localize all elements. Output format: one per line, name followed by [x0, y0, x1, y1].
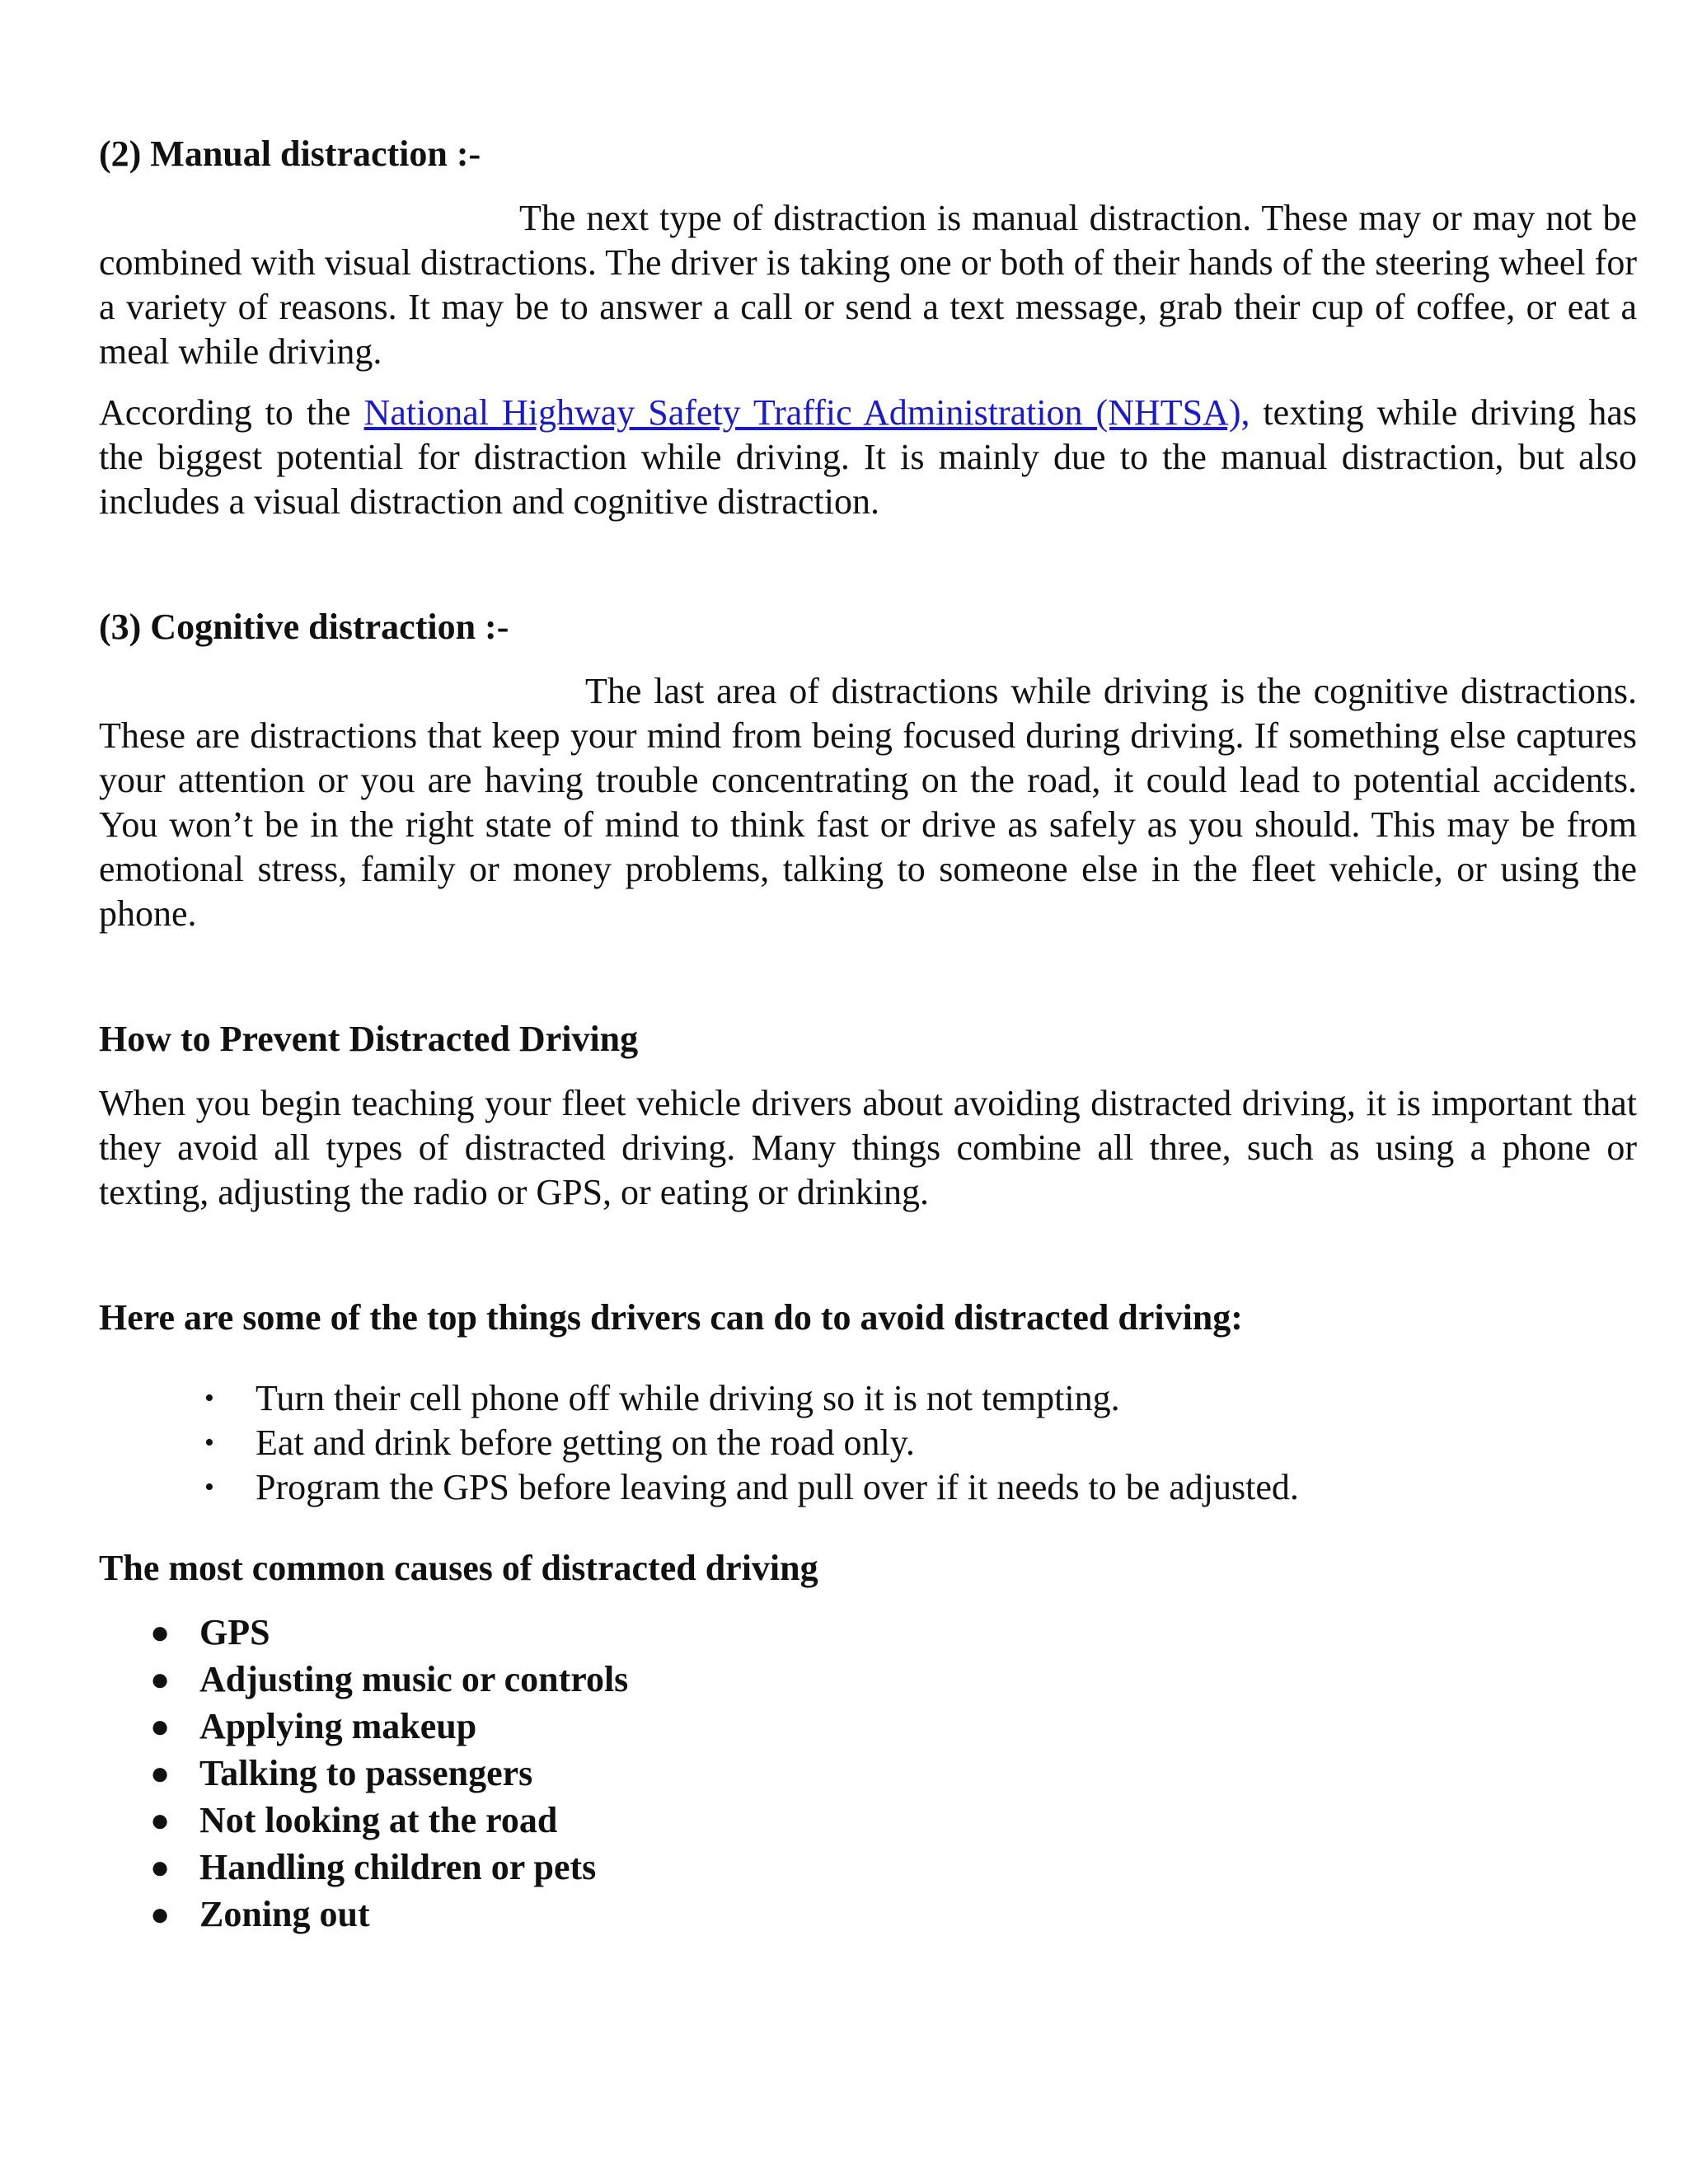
list-item [99, 1891, 1637, 1938]
bullet-icon: ● [150, 1614, 171, 1651]
manual-distraction-heading: (2) Manual distraction :- [99, 134, 481, 174]
list-item [99, 1421, 1637, 1465]
cognitive-distraction-heading: (3) Cognitive distraction :- [99, 607, 509, 647]
tips-heading: Here are some of the top things drivers can do to avoid distracted driving: [99, 1297, 1243, 1338]
bullet-icon: ● [150, 1708, 171, 1745]
cognitive-distraction-paragraph: The last area of distractions while driving is the cognitive distractions. These are distractions that keep your mind from being focused during driving. If something else captures your attention or you are having trouble concentrating on the road, it could lead to potential accidents. You won’t be in the right state of mind to think fast or drive as safely as you should. This may be from emotional stress, family or money problems, talking to someone else in the fleet vehicle, or using the phone. [99, 671, 1637, 934]
bullet-icon: ● [150, 1896, 171, 1933]
tip-text: Eat and drink before getting on the road only. [256, 1422, 915, 1463]
list-item [99, 1656, 1637, 1703]
nhtsa-paragraph-lead: According to the [99, 392, 364, 433]
list-item [99, 1609, 1637, 1656]
nhtsa-paragraph-rest: texting while driving has the biggest potential for distraction while driving. It is mainly due to the manual distraction, but also includes a visual distraction and cognitive distraction. [99, 392, 1637, 522]
nhtsa-paragraph [99, 391, 1637, 524]
causes-heading: The most common causes of distracted driving [99, 1548, 818, 1588]
cause-text: Adjusting music or controls [199, 1659, 629, 1699]
prevent-heading: How to Prevent Distracted Driving [99, 1019, 639, 1059]
cause-text: Zoning out [199, 1894, 370, 1934]
cause-text: GPS [199, 1612, 270, 1652]
tips-list [99, 1376, 1637, 1510]
nhtsa-link[interactable]: National Highway Safety Traffic Administration (NHTSA), [363, 392, 1250, 433]
bullet-icon: ● [150, 1849, 171, 1886]
manual-distraction-paragraph: The next type of distraction is manual distraction. These may or may not be combined with visual distractions. The driver is taking one or both of their hands of the steering wheel for a variety of reasons. It may be to answer a call or send a text message, grab their cup of coffee, or eat a meal while driving. [99, 198, 1637, 372]
list-item [99, 1465, 1637, 1510]
bullet-icon: ● [150, 1802, 171, 1839]
cause-text: Applying makeup [199, 1706, 477, 1746]
document-page [99, 132, 1637, 1938]
prevent-paragraph: When you begin teaching your fleet vehicle drivers about avoiding distracted driving, it is important that they avoid all types of distracted driving. Many things combine all three, such as using a phone or texting, adjusting the radio or GPS, or eating or drinking. [99, 1083, 1637, 1212]
bullet-icon: • [204, 1472, 214, 1502]
cause-text: Talking to passengers [199, 1753, 533, 1793]
cause-text: Handling children or pets [199, 1847, 597, 1887]
list-item [99, 1844, 1637, 1891]
causes-list [99, 1609, 1637, 1938]
bullet-icon: ● [150, 1755, 171, 1792]
list-item [99, 1797, 1637, 1844]
tip-text: Turn their cell phone off while driving so it is not tempting. [256, 1378, 1120, 1418]
list-item [99, 1376, 1637, 1421]
bullet-icon: • [204, 1383, 214, 1413]
bullet-icon: ● [150, 1661, 171, 1698]
list-item [99, 1703, 1637, 1750]
cause-text: Not looking at the road [199, 1800, 558, 1840]
tip-text: Program the GPS before leaving and pull over if it needs to be adjusted. [256, 1467, 1299, 1507]
list-item [99, 1750, 1637, 1797]
bullet-icon: • [204, 1427, 214, 1458]
